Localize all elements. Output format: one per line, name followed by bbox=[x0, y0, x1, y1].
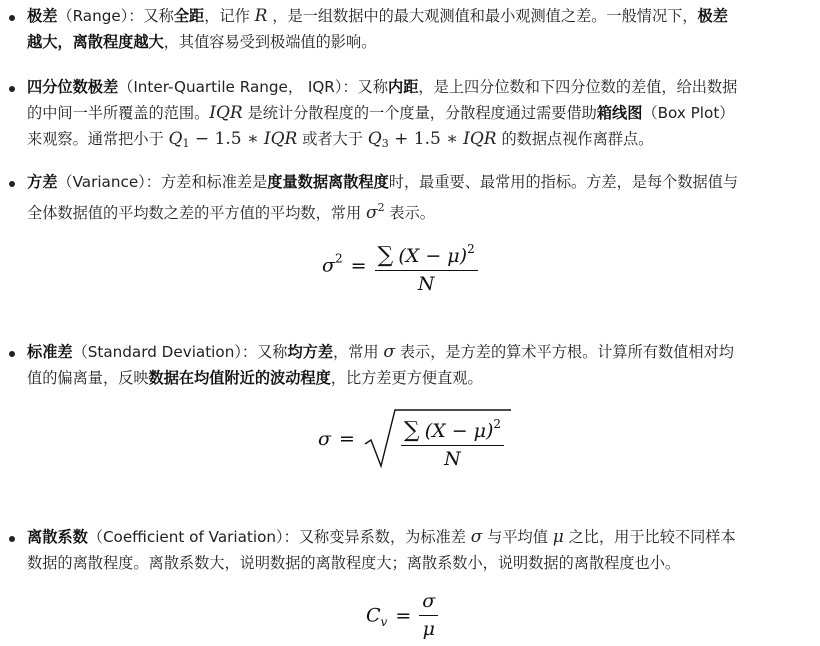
variance-line-1: 方差（Variance）：方差和标准差是度量数据离散程度时，最重要、最常用的指标。方差，是每个数据值与 bbox=[27, 173, 739, 191]
bullet bbox=[9, 536, 15, 542]
iqr-symbol: IQR bbox=[209, 103, 243, 123]
range-line-2: 越大，离散程度越大，其值容易受到极端值的影响。 bbox=[27, 33, 377, 51]
variance-line-2: 全体数据值的平均数之差的平方值的平均数，常用 $\sigma^2$ 表示。 bbox=[27, 201, 435, 223]
std-line-2: 值的偏离量，反映数据在均值附近的波动程度，比方差更方便直观。 bbox=[27, 369, 483, 387]
bullet bbox=[9, 86, 15, 92]
cv-fraction: $\frac{\sigma}{\mu}$ bbox=[419, 590, 438, 641]
cv-line-1: 离散系数（Coefficient of Variation）：又称变异系数，为标准差 σ 与平均值 μ 之比，用于比较不同样本 bbox=[27, 527, 736, 547]
variance-fraction: $\frac{\sum (X - \mu)^2}{N}$ bbox=[375, 238, 478, 296]
cv-formula: $C_v$ = $\frac{\sigma}{\mu}$ bbox=[366, 590, 438, 641]
iqr-line-3: 来观察。通常把小于 $Q_1 - 1.5$ ∗ IQR 或者大于 $Q_3 + 1.5$ ∗ IQR 的数据点视作离群点。 bbox=[27, 129, 654, 150]
iqr-line-2: 的中间一半所覆盖的范围。IQR 是统计分散程度的一个度量，分散程度通过需要借助箱线图（Box Plot） bbox=[27, 103, 735, 123]
range-line-1: 极差（Range）：又称全距，记作 R ，是一组数据中的最大观测值和最小观测值之差。一般情况下，极差 bbox=[27, 6, 728, 26]
std-formula: σ = $\frac{\sum (X - \mu)^2}{N}$ bbox=[318, 408, 513, 470]
variance-formula: $\sigma^2$ = $\frac{\sum (X - \mu)^2}{N}$ bbox=[322, 238, 478, 296]
range-symbol: R bbox=[254, 6, 268, 26]
iqr-line-1: 四分位数极差（Inter-Quartile Range， IQR）：又称内距，是上四分位数和下四分位数的差值，给出数据 bbox=[27, 78, 738, 96]
bullet bbox=[9, 181, 15, 187]
cv-line-2: 数据的离散程度。离散系数大，说明数据的离散程度大；离散系数小，说明数据的离散程度也小。 bbox=[27, 554, 681, 572]
bullet bbox=[9, 15, 15, 21]
bullet bbox=[9, 351, 15, 357]
std-line-1: 标准差（Standard Deviation）：又称均方差，常用 σ 表示，是方差的算术平方根。计算所有数值相对均 bbox=[27, 342, 734, 362]
square-root: $\frac{\sum (X - \mu)^2}{N}$ bbox=[363, 408, 513, 470]
